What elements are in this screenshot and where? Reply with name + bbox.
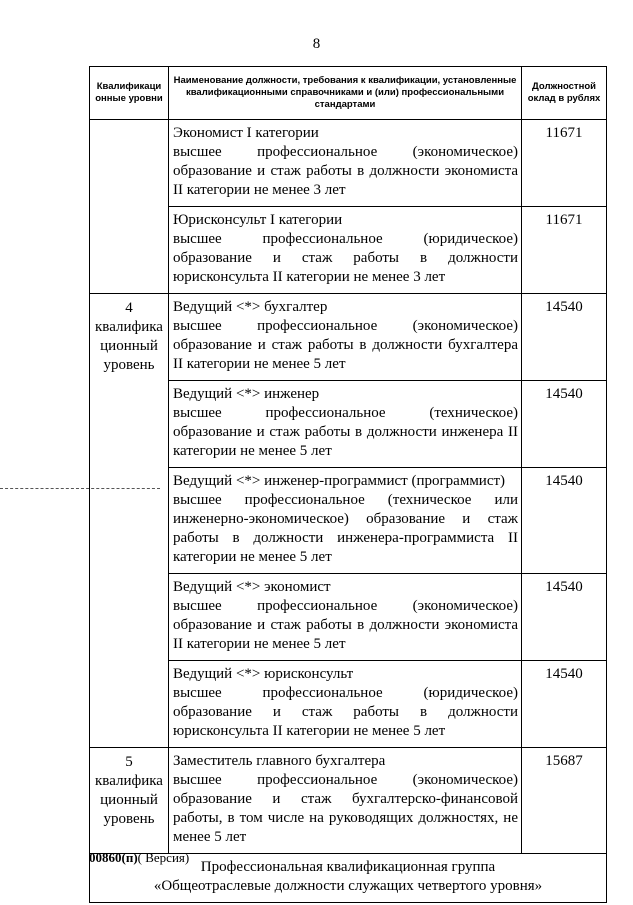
position-title: Ведущий <*> бухгалтер bbox=[173, 299, 328, 315]
level-4-label: квалифика ционный уровень bbox=[95, 319, 163, 373]
level-4-cell bbox=[90, 294, 169, 748]
position-cell bbox=[169, 120, 522, 207]
level-5-cell bbox=[90, 748, 169, 854]
position-cell bbox=[169, 574, 522, 661]
level-5-label: квалифика ционный уровень bbox=[95, 773, 163, 827]
salary-cell: 14540 bbox=[522, 574, 607, 661]
header-position: Наименование должности, требования к квалификации, установленные квалификационными справочниками и (или) профессиональными стандартами bbox=[169, 67, 522, 120]
level-cell-continued bbox=[90, 120, 169, 294]
table-row bbox=[90, 294, 607, 381]
position-requirements: высшее профессиональное (техническое) образование и стаж работы в должности инженера II категории не менее 5 лет bbox=[173, 405, 518, 459]
table-row bbox=[90, 748, 607, 854]
position-requirements: высшее профессиональное (техническое или инженерно-экономическое) образование и стаж работы в должности инженера-программиста II категории не менее 5 лет bbox=[173, 492, 518, 565]
position-requirements: высшее профессиональное (юридическое) образование и стаж работы в должности юрисконсульта II категории не менее 3 лет bbox=[173, 231, 518, 285]
position-title: Ведущий <*> экономист bbox=[173, 579, 331, 595]
salary-cell: 11671 bbox=[522, 120, 607, 207]
position-requirements: высшее профессиональное (юридическое) образование и стаж работы в должности юрисконсульта II категории не менее 5 лет bbox=[173, 685, 518, 739]
page-number: 8 bbox=[312, 36, 321, 52]
salary-cell: 14540 bbox=[522, 294, 607, 381]
group-heading-line1: Профессиональная квалификационная группа bbox=[200, 859, 496, 875]
salary-cell: 11671 bbox=[522, 207, 607, 294]
position-title: Ведущий <*> юрисконсульт bbox=[173, 666, 354, 682]
position-title: Юрисконсульт I категории bbox=[173, 212, 343, 228]
position-title: Ведущий <*> инженер bbox=[173, 386, 320, 402]
position-title: Ведущий <*> инженер-программист (программист) bbox=[173, 473, 506, 489]
header-level: Квалификаци онные уровни bbox=[90, 67, 169, 120]
position-requirements: высшее профессиональное (экономическое) образование и стаж работы в должности экономиста II категории не менее 5 лет bbox=[173, 598, 518, 652]
position-requirements: высшее профессиональное (экономическое) образование и стаж работы в должности экономиста II категории не менее 3 лет bbox=[173, 144, 518, 198]
level-5-number: 5 bbox=[125, 754, 133, 770]
document-version: ( Версия) bbox=[137, 850, 190, 865]
group-heading-line2: «Общеотраслевые должности служащих четвертого уровня» bbox=[153, 878, 543, 894]
document-footer bbox=[89, 850, 189, 866]
salary-cell: 14540 bbox=[522, 468, 607, 574]
position-cell bbox=[169, 381, 522, 468]
position-requirements: высшее профессиональное (экономическое) образование и стаж работы в должности бухгалтера II категории не менее 5 лет bbox=[173, 318, 518, 372]
salary-cell: 15687 bbox=[522, 748, 607, 854]
document-code: 00860(п) bbox=[89, 850, 138, 865]
position-cell bbox=[169, 294, 522, 381]
table-header-row bbox=[90, 67, 607, 120]
position-cell bbox=[169, 468, 522, 574]
salary-cell: 14540 bbox=[522, 381, 607, 468]
level-4-number: 4 bbox=[125, 300, 133, 316]
position-title: Заместитель главного бухгалтера bbox=[173, 753, 386, 769]
position-cell bbox=[169, 748, 522, 854]
position-requirements: высшее профессиональное (экономическое) образование и стаж бухгалтерско-финансовой работы, в том числе на руководящих должностях, не менее 5 лет bbox=[173, 772, 518, 845]
position-title: Экономист I категории bbox=[173, 125, 319, 141]
position-cell bbox=[169, 661, 522, 748]
qualification-table bbox=[89, 66, 607, 903]
header-salary: Должностной оклад в рублях bbox=[522, 67, 607, 120]
position-cell bbox=[169, 207, 522, 294]
salary-cell: 14540 bbox=[522, 661, 607, 748]
table-row bbox=[90, 120, 607, 207]
